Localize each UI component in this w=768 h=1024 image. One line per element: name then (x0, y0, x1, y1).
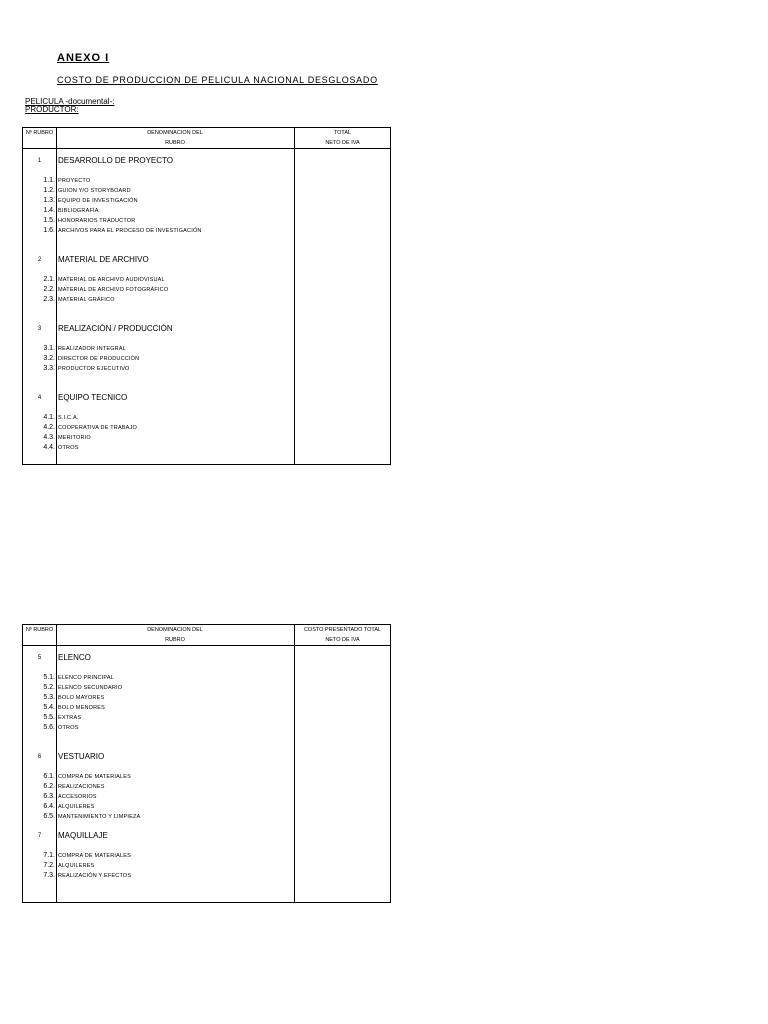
header-denomination (56, 625, 294, 645)
item-code: 7.1. (43, 852, 55, 859)
header-denomination (56, 128, 294, 148)
item-name: PRODUCTOR EJECUTIVO (58, 366, 130, 372)
header-denomination-line1: DENOMINACION DEL (147, 130, 203, 136)
film-label: PELICULA -documental-: (25, 97, 115, 106)
column-divider (56, 128, 57, 464)
header-divider (23, 148, 390, 149)
column-divider (56, 625, 57, 902)
item-code: 5.2. (43, 684, 55, 691)
section-title: ELENCO (58, 653, 91, 662)
item-name: DIRECTOR DE PRODUCCIÓN (58, 356, 140, 362)
item-name: HONORARIOS TRADUCTOR (58, 218, 136, 224)
item-code: 4.3. (43, 434, 55, 441)
item-code: 2.2. (43, 286, 55, 293)
item-name: REALIZACIÓN Y EFECTOS (58, 873, 132, 879)
item-code: 6.4. (43, 803, 55, 810)
header-total-line2: NETO DE IVA (325, 140, 360, 146)
header-total-line1: COSTO PRESENTADO TOTAL (303, 627, 382, 633)
item-name: MATERIAL DE ARCHIVO FOTOGRÁFICO (58, 287, 169, 293)
column-divider (294, 128, 295, 464)
item-code: 2.1. (43, 276, 55, 283)
section-title: MATERIAL DE ARCHIVO (58, 255, 149, 264)
item-code: 5.4. (43, 704, 55, 711)
item-name: OTROS (58, 445, 79, 451)
item-name: PROYECTO (58, 178, 91, 184)
item-name: EQUIPO DE INVESTIGACIÓN (58, 198, 138, 204)
column-divider (294, 625, 295, 902)
item-name: ELENCO SECUNDARIO (58, 685, 123, 691)
item-name: MATERIAL DE ARCHIVO AUDIOVISUAL (58, 277, 165, 283)
header-total (294, 625, 391, 645)
item-name: BIBLIOGRAFÍA (58, 208, 99, 214)
item-name: S.I.C.A. (58, 415, 79, 421)
item-name: EXTRAS (58, 715, 82, 721)
section-title: MAQUILLAJE (58, 831, 108, 840)
section-number: 4 (37, 395, 42, 401)
item-name: ELENCO PRINCIPAL (58, 675, 114, 681)
item-name: BOLO MAYORES (58, 695, 105, 701)
item-code: 1.1. (43, 177, 55, 184)
item-code: 6.3. (43, 793, 55, 800)
item-code: 6.1. (43, 773, 55, 780)
section-title: EQUIPO TECNICO (58, 393, 128, 402)
item-name: BOLO MENORES (58, 705, 106, 711)
item-code: 4.4. (43, 444, 55, 451)
item-code: 7.3. (43, 872, 55, 879)
item-name: GUION Y/O STORYBOARD (58, 188, 131, 194)
item-name: COMPRA DE MATERIALES (58, 853, 131, 859)
item-name: ACCESORIOS (58, 794, 97, 800)
item-code: 1.3. (43, 197, 55, 204)
header-rubro-number: Nº RUBRO (25, 130, 54, 136)
section-title: REALIZACIÓN / PRODUCCIÓN (58, 324, 173, 333)
header-total-line1: TOTAL (333, 130, 352, 136)
item-name: COOPERATIVA DE TRABAJO (58, 425, 137, 431)
item-code: 5.5. (43, 714, 55, 721)
header-total (294, 128, 391, 148)
item-name: ALQUILERES (58, 804, 95, 810)
section-number: 1 (37, 158, 42, 164)
item-code: 1.6. (43, 227, 55, 234)
item-name: REALIZACIONES (58, 784, 105, 790)
item-code: 6.5. (43, 813, 55, 820)
header-denomination-line2: RUBRO (165, 140, 185, 146)
section-number: 7 (37, 833, 42, 839)
item-code: 1.2. (43, 187, 55, 194)
item-code: 5.3. (43, 694, 55, 701)
item-code: 3.2. (43, 355, 55, 362)
section-title: VESTUARIO (58, 752, 105, 761)
item-name: COMPRA DE MATERIALES (58, 774, 131, 780)
item-code: 4.1. (43, 414, 55, 421)
item-code: 1.4. (43, 207, 55, 214)
header-denomination-line2: RUBRO (165, 637, 185, 643)
item-name: REALIZADOR INTEGRAL (58, 346, 126, 352)
item-name: ARCHIVOS PARA EL PROCESO DE INVESTIGACIÓN (58, 228, 202, 234)
header-divider (23, 645, 390, 646)
header-total-line2: NETO DE IVA (325, 637, 360, 643)
item-name: OTROS (58, 725, 79, 731)
item-code: 3.3. (43, 365, 55, 372)
item-code: 5.1. (43, 674, 55, 681)
item-name: MERITORIO (58, 435, 91, 441)
producer-label: PRODUCTOR: (25, 105, 79, 114)
item-name: ALQUILERES (58, 863, 95, 869)
section-number: 2 (37, 257, 42, 263)
page-title: ANEXO I (57, 52, 110, 64)
section-number: 6 (37, 754, 42, 760)
item-name: MATERIAL GRÁFICO (58, 297, 115, 303)
item-code: 2.3. (43, 296, 55, 303)
section-number: 5 (37, 655, 42, 661)
page-subtitle: COSTO DE PRODUCCION DE PELICULA NACIONAL DESGLOSADO (57, 75, 378, 85)
section-title: DESARROLLO DE PROYECTO (58, 156, 173, 165)
header-rubro-number: Nº RUBRO (25, 627, 54, 633)
item-code: 5.6. (43, 724, 55, 731)
budget-table-1 (22, 127, 391, 465)
budget-table-2 (22, 624, 391, 903)
item-code: 6.2. (43, 783, 55, 790)
item-code: 4.2. (43, 424, 55, 431)
header-denomination-line1: DENOMINACION DEL (147, 627, 203, 633)
item-code: 3.1. (43, 345, 55, 352)
section-number: 3 (37, 326, 42, 332)
item-name: MANTENIMIENTO Y LIMPIEZA (58, 814, 141, 820)
item-code: 1.5. (43, 217, 55, 224)
item-code: 7.2. (43, 862, 55, 869)
